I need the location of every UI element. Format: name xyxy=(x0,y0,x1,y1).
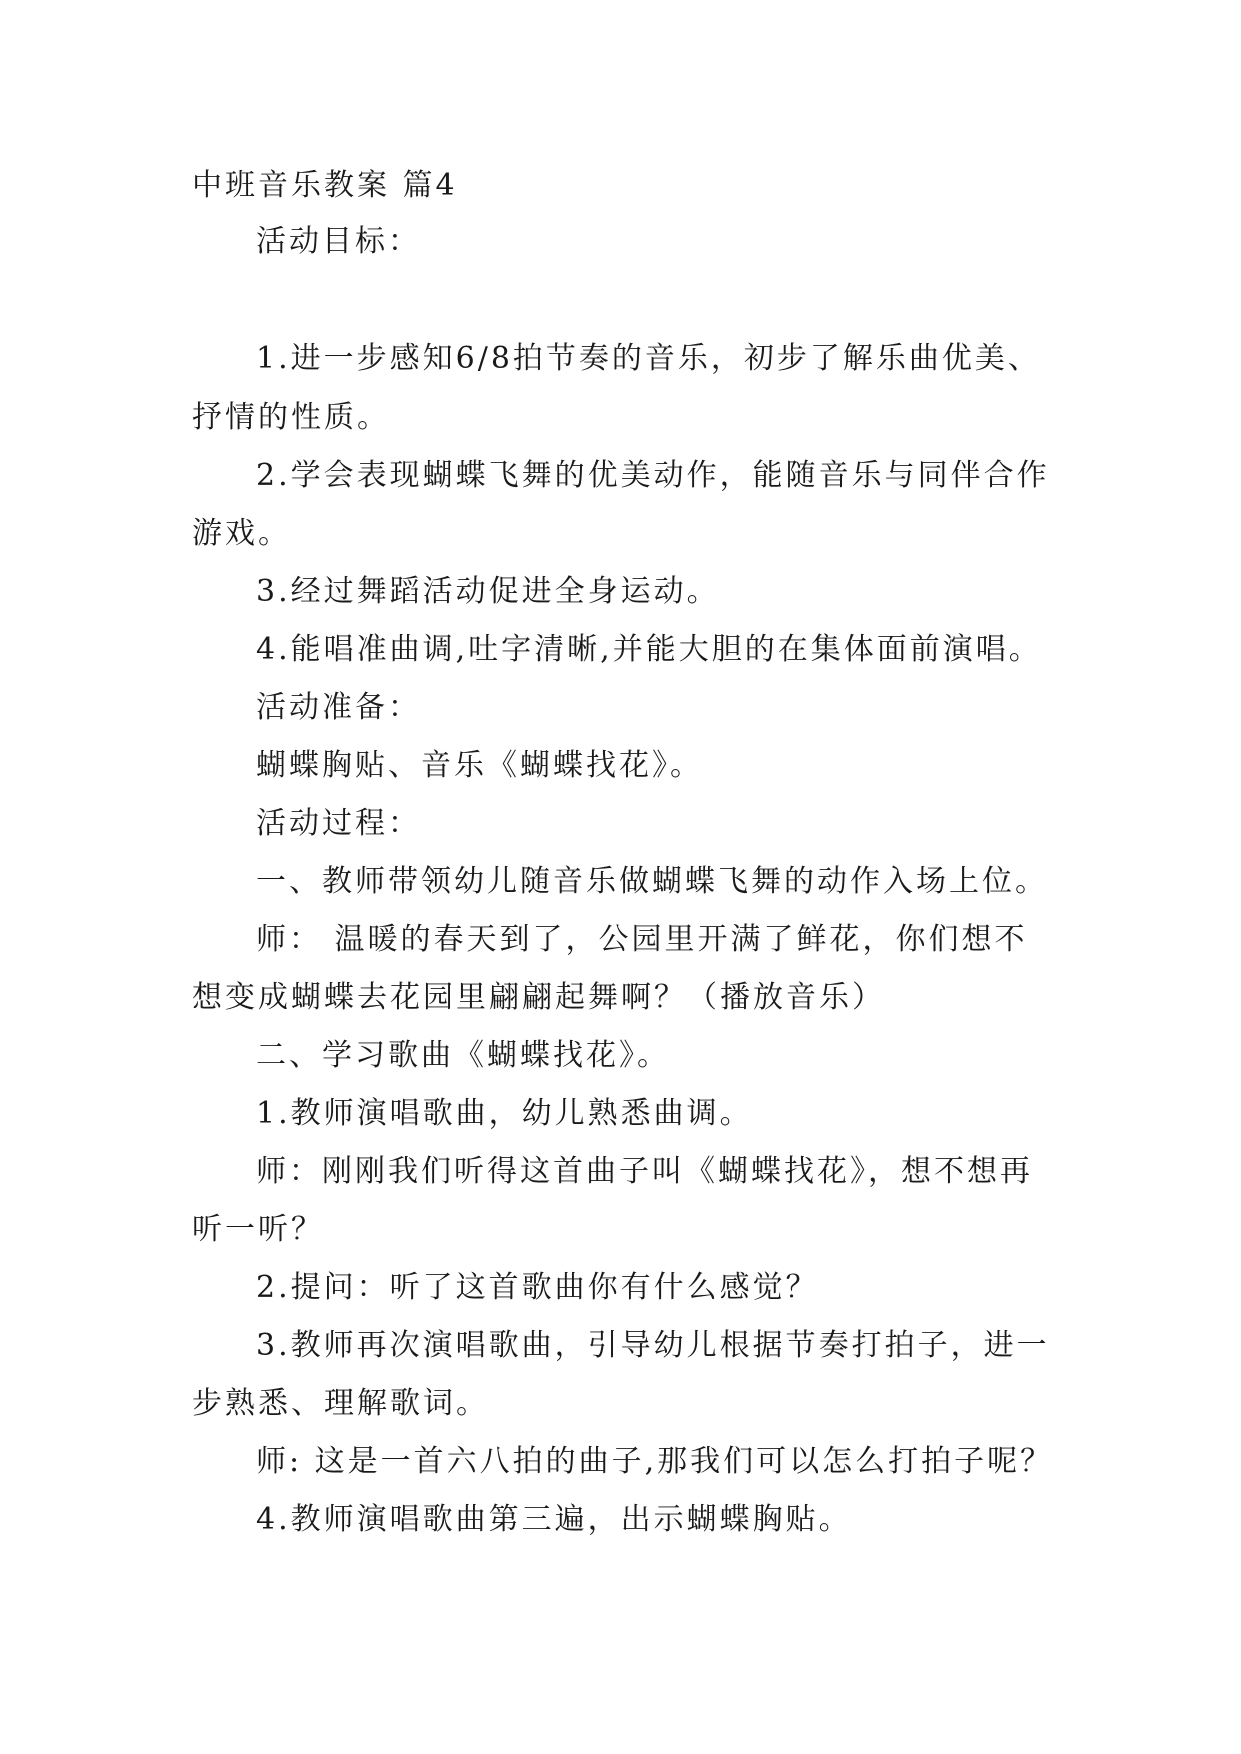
section-heading-preparation: 活动准备： xyxy=(256,690,421,725)
paragraph-line: 1.进一步感知6/8拍节奏的音乐，初步了解乐曲优美、 xyxy=(256,341,1041,376)
paragraph-line: 一、教师带领幼儿随音乐做蝴蝶飞舞的动作入场上位。 xyxy=(256,864,1048,899)
paragraph-line: 3.教师再次演唱歌曲，引导幼儿根据节奏打拍子，进一 xyxy=(256,1328,1050,1363)
section-heading-process: 活动过程： xyxy=(256,806,421,841)
paragraph-line: 1.教师演唱歌曲，幼儿熟悉曲调。 xyxy=(256,1096,753,1131)
paragraph-line: 二、学习歌曲《蝴蝶找花》。 xyxy=(256,1038,670,1073)
paragraph-line: 4.教师演唱歌曲第三遍，出示蝴蝶胸贴。 xyxy=(256,1502,852,1537)
paragraph-line: 游戏。 xyxy=(192,516,291,551)
paragraph-line: 2.学会表现蝴蝶飞舞的优美动作，能随音乐与同伴合作 xyxy=(256,458,1050,493)
paragraph-line: 3.经过舞蹈活动促进全身运动。 xyxy=(256,574,720,609)
paragraph-line: 4.能唱准曲调,吐字清晰,并能大胆的在集体面前演唱。 xyxy=(256,632,1042,667)
paragraph-line: 蝴蝶胸贴、音乐《蝴蝶找花》。 xyxy=(256,748,703,783)
document-title: 中班音乐教案 篇4 xyxy=(192,168,458,203)
paragraph-line: 师： 温暖的春天到了，公园里开满了鲜花，你们想不 xyxy=(256,922,1028,957)
paragraph-line: 2.提问：听了这首歌曲你有什么感觉？ xyxy=(256,1270,819,1305)
paragraph-line: 师：刚刚我们听得这首曲子叫《蝴蝶找花》，想不想再 xyxy=(256,1154,1033,1189)
paragraph-line: 想变成蝴蝶去花园里翩翩起舞啊？（播放音乐） xyxy=(192,980,885,1015)
section-heading-goals: 活动目标： xyxy=(256,224,421,259)
paragraph-line: 师: 这是一首六八拍的曲子,那我们可以怎么打拍子呢？ xyxy=(256,1444,1054,1479)
paragraph-line: 听一听？ xyxy=(192,1212,324,1247)
paragraph-line: 步熟悉、理解歌词。 xyxy=(192,1386,489,1421)
paragraph-line: 抒情的性质。 xyxy=(192,400,390,435)
